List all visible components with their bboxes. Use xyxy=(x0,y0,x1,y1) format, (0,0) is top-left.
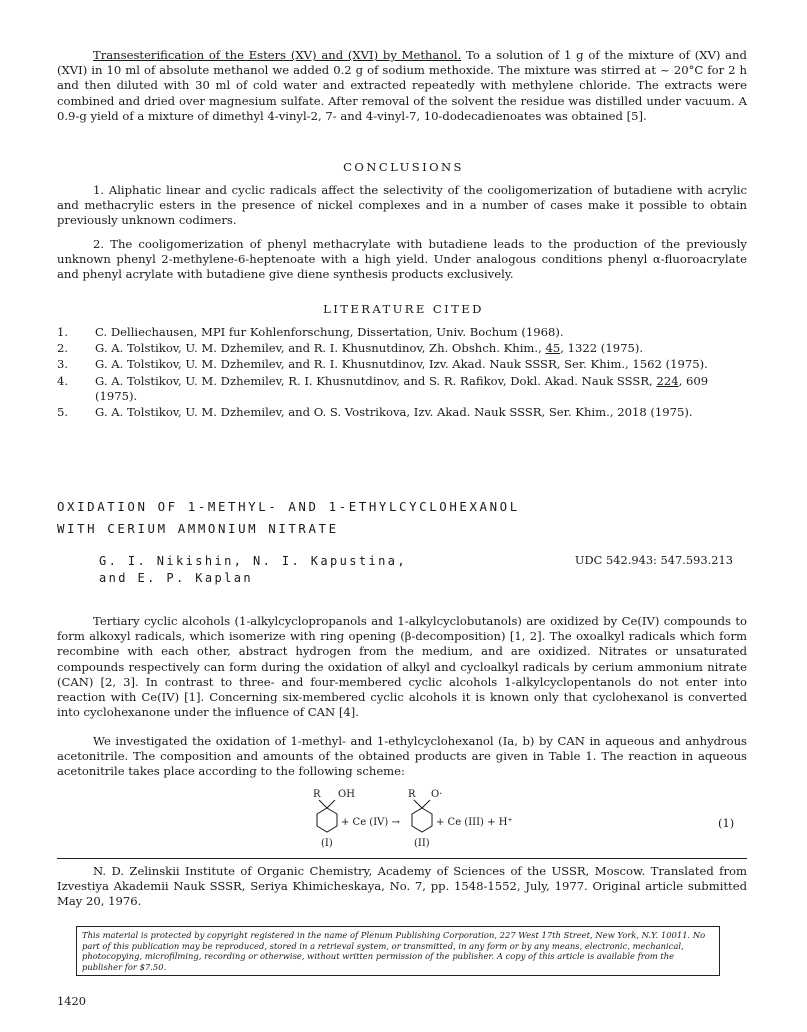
scheme-bonds-2 xyxy=(414,800,430,808)
reference-item xyxy=(57,325,747,340)
reference-item xyxy=(57,405,747,420)
scheme-plus-ce3: + Ce (III) + H⁺ xyxy=(436,817,513,828)
literature-heading: LITERATURE CITED xyxy=(323,302,484,316)
authors-line-1: G. I. Nikishin, N. I. Kapustina, xyxy=(99,554,407,568)
reference-item xyxy=(57,341,747,356)
affiliation-footnote: N. D. Zelinskii Institute of Organic Chemistry, Academy of Sciences of the USSR, Moscow. Translated from Izvestiya Akademii Nauk SSSR, Seriya Khimicheskaya, No. 7, pp. 1548-1552, July, 1977. Original article submitted May 20, 1976. xyxy=(57,864,747,909)
scheme-r2: R xyxy=(408,789,416,800)
transesterification-lead: Transesterification of the Esters (XV) and (XVI) by Methanol. xyxy=(93,48,462,62)
page-number: 1420 xyxy=(57,994,86,1008)
reaction-scheme xyxy=(300,788,750,850)
reference-item xyxy=(57,374,747,404)
reference-text xyxy=(95,374,747,404)
authors-line-2: and E. P. Kaplan xyxy=(99,571,253,585)
reference-item xyxy=(57,357,747,372)
reference-pages: , 1322 (1975). xyxy=(560,341,644,356)
reference-citation: G. A. Tolstikov, U. M. Dzhemilev, and R. I. Khusnutdinov, Izv. Akad. Nauk SSSR, Ser. Khim., 1562 (1975). xyxy=(95,357,708,372)
reference-volume: 45 xyxy=(545,341,561,356)
footnote-divider xyxy=(57,858,747,859)
scheme-bonds-1 xyxy=(319,800,335,808)
reference-number: 4. xyxy=(57,373,69,388)
conclusions-heading: CONCLUSIONS xyxy=(343,160,464,174)
scheme-label-2: (II) xyxy=(414,838,430,849)
reference-volume: 224 xyxy=(656,373,679,388)
article-title-line-1: OXIDATION OF 1-METHYL- AND 1-ETHYLCYCLOHEXANOL xyxy=(57,499,520,514)
article-title-line-2: WITH CERIUM AMMONIUM NITRATE xyxy=(57,521,339,536)
transesterification-body: To a solution of 1 g of the mixture of (XV) and (XVI) in 10 ml of absolute methanol we added 0.2 g of sodium methoxide. The mixture was stirred at ~ 20°C for 2 h and then diluted with 30 ml of cold water and extracted repeatedly with methylene chloride. The extracts were combined and dried over magnesium sulfate. After removal of the solvent the residue was distilled under vacuum. A 0.9-g yield of a mixture of dimethyl 4-vinyl-2, 7- and 4-vinyl-7, 10-dodecadienoates was obtained [5]. xyxy=(57,48,747,123)
reference-citation: C. Delliechausen, MPI fur Kohlenforschung, Dissertation, Univ. Bochum (1968). xyxy=(95,325,564,339)
alkoxyl-ring xyxy=(412,808,432,832)
copyright-notice: This material is protected by copyright registered in the name of Plenum Publishing Corporation, 227 West 17th Street, New York, N.Y. 10011. No part of this publication may be reproduced, stored in a retrieval system, or transmitted, in any form or by any means, electronic, mechanical, photocopying, microfilming, recording or otherwise, without written permission of the publisher. A copy of this article is available from the publisher for $7.50. xyxy=(76,926,720,976)
reference-list xyxy=(57,325,747,421)
transesterification-paragraph xyxy=(57,48,747,124)
investigation-paragraph: We investigated the oxidation of 1-methyl- and 1-ethylcyclohexanol (Ia, b) by CAN in aqueous and anhydrous acetonitrile. The composition and amounts of the obtained products are given in Table 1. The reaction in aqueous acetonitrile takes place according to the following scheme: xyxy=(57,734,747,779)
reference-number: 2. xyxy=(57,341,69,356)
reference-pages: , 609 (1975). xyxy=(95,373,709,403)
intro-paragraph: Tertiary cyclic alcohols (1-alkylcyclopropanols and 1-alkylcyclobutanols) are oxidized by Ce(IV) compounds to form alkoxyl radicals, which isomerize with ring opening (β-decomposition) [1, 2]. The oxoalkyl radicals which form recombine with each other, abstract hydrogen from the medium, and are oxidized. Nitrates or unsaturated compounds respectively can form during the oxidation of alkyl and cycloalkyl radicals by cerium ammonium nitrate (CAN) [2, 3]. In contrast to three- and four-membered cyclic alcohols 1-alkylcyclopentanols do not enter into reaction with Ce(IV) [1]. Concerning six-membered cyclic alcohols it is known only that cyclohexanol is converted into cyclohexanone under the influence of CAN [4]. xyxy=(57,614,747,720)
conclusion-item-2: 2. The cooligomerization of phenyl methacrylate with butadiene leads to the production of the previously unknown phenyl 2-methylene-6-heptenoate with a high yield. Under analogous conditions phenyl α-fluoroacrylate and phenyl acrylate with butadiene give diene synthesis products exclusively. xyxy=(57,237,747,282)
cyclohexanol-ring xyxy=(317,808,337,832)
reference-text xyxy=(95,405,747,420)
reference-text xyxy=(95,341,747,356)
scheme-label-1: (I) xyxy=(321,838,333,849)
conclusion-item-1: 1. Aliphatic linear and cyclic radicals affect the selectivity of the cooligomerization of butadiene with acrylic and methacrylic esters in the presence of nickel complexes and in a number of cases make it possible to obtain previously unknown codimers. xyxy=(57,183,747,228)
scheme-plus-ce4: + Ce (IV) → xyxy=(341,817,400,828)
reference-number: 3. xyxy=(57,357,69,372)
scheme-o-radical: O· xyxy=(431,789,443,800)
reference-text xyxy=(95,325,747,340)
reference-citation: G. A. Tolstikov, U. M. Dzhemilev, and R. I. Khusnutdinov, Zh. Obshch. Khim., xyxy=(95,341,546,356)
reference-number: 1. xyxy=(57,325,69,339)
reference-number: 5. xyxy=(57,405,69,420)
udc-code: UDC 542.943: 547.593.213 xyxy=(574,553,733,567)
article-authors xyxy=(99,553,407,587)
reference-citation: G. A. Tolstikov, U. M. Dzhemilev, R. I. Khusnutdinov, and S. R. Rafikov, Dokl. Akad. Nauk SSSR, xyxy=(95,373,657,388)
scheme-r1: R xyxy=(313,789,321,800)
reference-text xyxy=(95,357,747,372)
reference-citation: G. A. Tolstikov, U. M. Dzhemilev, and O. S. Vostrikova, Izv. Akad. Nauk SSSR, Ser. Khim., 2018 (1975). xyxy=(95,405,693,420)
equation-number: (1) xyxy=(718,816,735,830)
scheme-oh: OH xyxy=(338,789,355,800)
